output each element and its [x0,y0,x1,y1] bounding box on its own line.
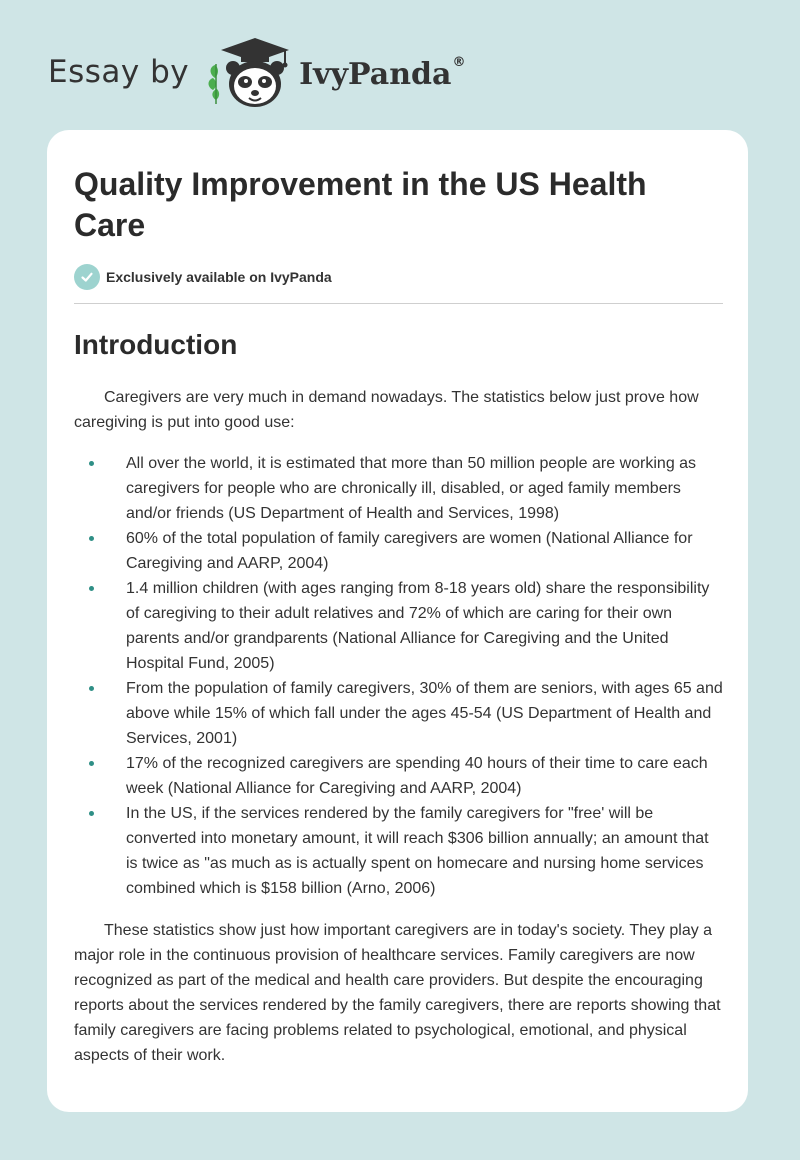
panda-logo-icon [205,34,297,110]
list-item: 1.4 million children (with ages ranging from 8-18 years old) share the responsibility of caregiving to their adult relatives and 72% of which are caring for their own parents and/or grandparents (National Alliance for Caregiving and the United Hospital Fund, 2005) [74,576,724,676]
site-brand[interactable] [48,34,465,110]
list-item: All over the world, it is estimated that more than 50 million people are working as caregivers for people who are chronically ill, disabled, or aged family members and/or friends (US Department of Health and Services, 1998) [74,451,724,526]
title-divider [74,303,723,304]
essay-title: Quality Improvement in the US Health Care [74,166,647,243]
list-item: From the population of family caregivers, 30% of them are seniors, with ages 65 and above while 15% of which fall under the ages 45-54 (US Department of Health and Services, 2001) [74,676,724,751]
check-mark-icon [80,270,94,284]
list-item: 60% of the total population of family caregivers are women (National Alliance for Caregiving and AARP, 2004) [74,526,724,576]
section-heading: Introduction [74,329,238,360]
list-item: 17% of the recognized caregivers are spending 40 hours of their time to care each week (National Alliance for Caregiving and AARP, 2004) [74,751,724,801]
check-icon [74,264,100,290]
brand-name [299,54,466,92]
exclusive-label: Exclusively available on IvyPanda [106,269,332,285]
registered-mark: ® [452,54,466,70]
brand-prefix: Essay by [48,54,190,90]
essay-card [47,130,748,1112]
list-item: In the US, if the services rendered by the family caregivers for "free' will be converted into monetary amount, it will reach $306 billion annually; an amount that is twice as "as much as is actually spent on homecare and nursing home services combined which is $158 billion (Arno, 2006) [74,801,724,901]
closing-paragraph: These statistics show just how important caregivers are in today's society. They play a major role in the continuous provision of healthcare services. Family caregivers are now recognized as part of the medical and health care providers. But despite the encouraging reports about the services rendered by the family caregivers, there are reports showing that family caregivers are facing problems related to psychological, emotional, and physical aspects of their work. [74,922,721,1064]
statistics-list [74,451,724,901]
brand-name-text: IvyPanda [299,56,452,92]
exclusive-badge [74,264,722,290]
intro-paragraph: Caregivers are very much in demand nowadays. The statistics below just prove how caregiving is put into good use: [74,389,699,431]
